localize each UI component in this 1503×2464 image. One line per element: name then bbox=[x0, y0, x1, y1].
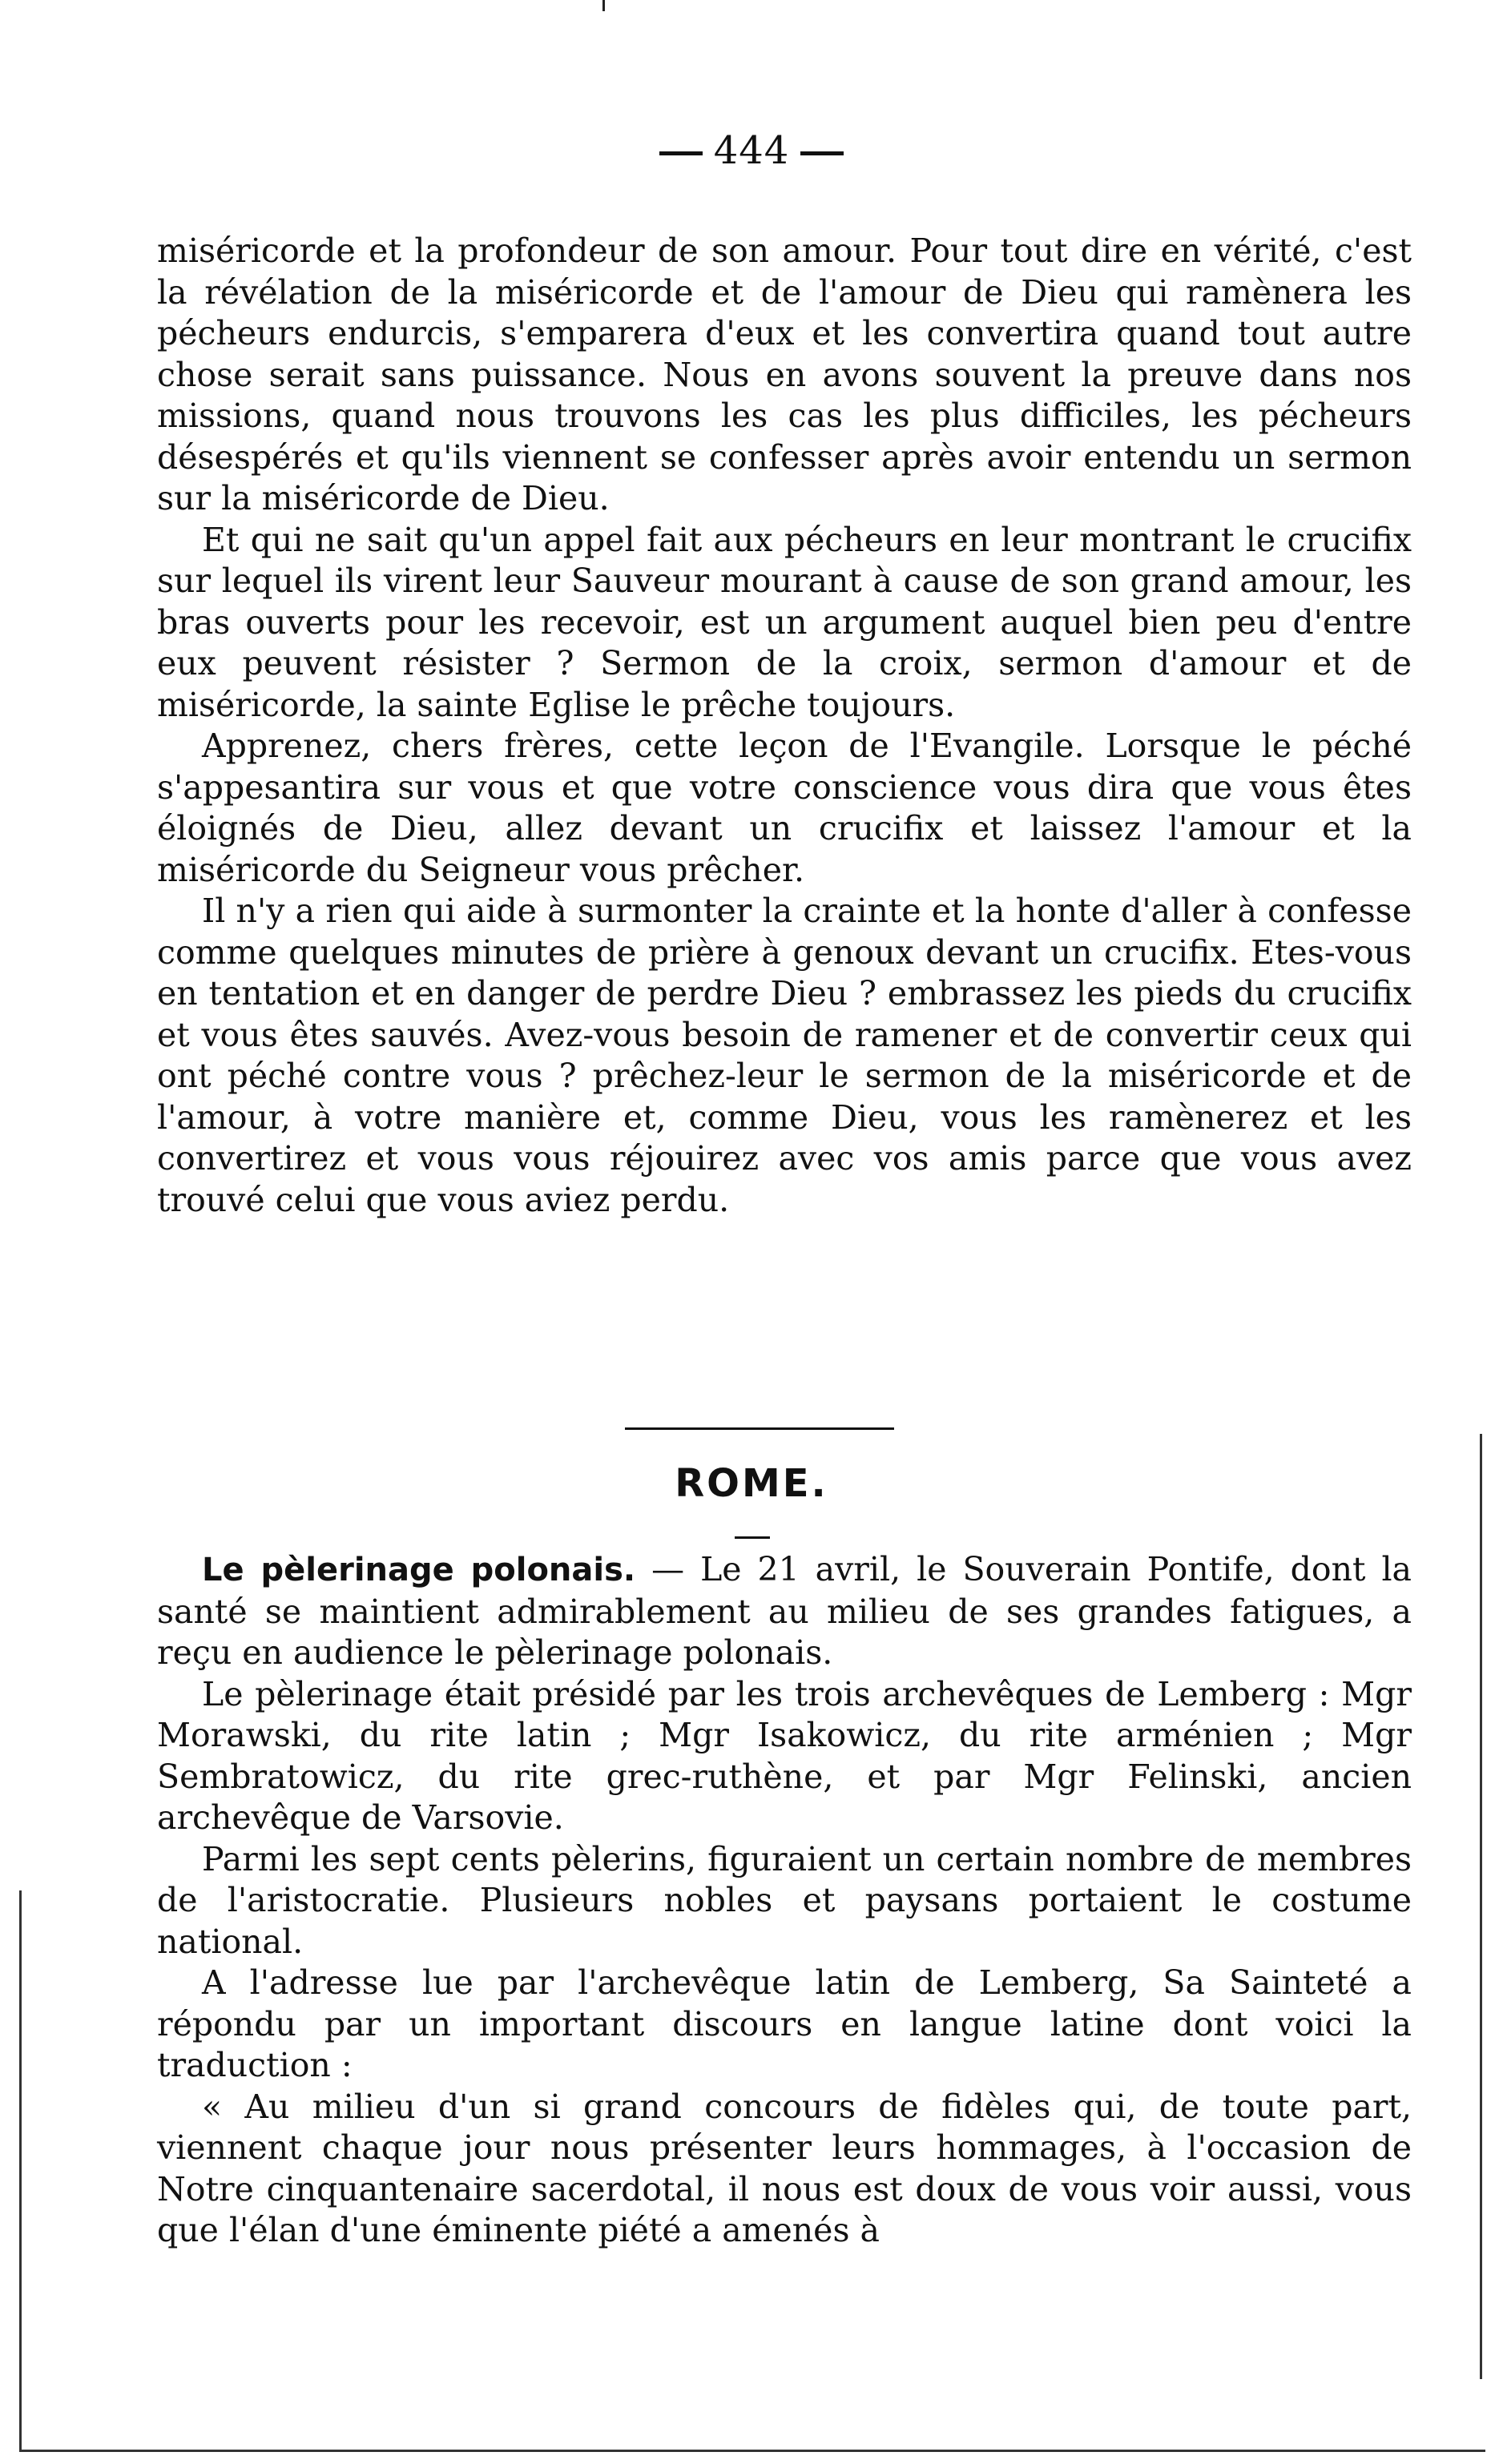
page-number: 444 bbox=[713, 128, 790, 173]
paragraph: « Au milieu d'un si grand concours de fidèles qui, de toute part, viennent chaque jour nous présenter leurs hommages, à l'occasion de Notre cinquantenaire sacerdotal, il nous est doux de vous voir aussi, vous que l'élan d'une éminente piété a amenés à bbox=[157, 2087, 1412, 2249]
page-border-bottom bbox=[19, 2450, 1485, 2452]
sermon-text bbox=[157, 231, 1412, 1221]
section-title: ROME. bbox=[675, 1461, 828, 1506]
paragraph: Il n'y a rien qui aide à surmonter la crainte et la honte d'aller à confesse comme quelques minutes de prière à genoux devant un crucifix. Etes-vous en tentation et en danger de perdre Dieu ? embrassez les pieds du crucifix et vous êtes sauvés. Avez-vous besoin de ramener et de convertir ceux qui ont péché contre vous ? prêchez-leur le sermon de la miséricorde et de l'amour, à votre manière et, comme Dieu, vous les ramènerez et les convertirez et vous vous réjouirez avec vos amis parce que vous avez trouvé celui que vous aviez perdu. bbox=[157, 892, 1412, 1219]
paragraph: miséricorde et la profondeur de son amour. Pour tout dire en vérité, c'est la révélation de la miséricorde et de l'amour de Dieu qui ramènera les pécheurs endurcis, s'emparera d'eux et les convertira quand tout autre chose serait sans puissance. Nous en avons souvent la preuve dans nos missions, quand nous trouvons les cas les plus difficiles, les pécheurs désespérés et qu'ils viennent se confesser après avoir entendu un sermon sur la miséricorde de Dieu. bbox=[157, 232, 1412, 517]
scan-mark bbox=[602, 0, 605, 11]
paragraph: A l'adresse lue par l'archevêque latin de Lemberg, Sa Sainteté a répondu par un important discours en langue latine dont voici la traduction : bbox=[157, 1963, 1412, 2084]
news-text bbox=[157, 1549, 1412, 2252]
paragraph: Parmi les sept cents pèlerins, figuraient un certain nombre de membres de l'aristocratie. Plusieurs nobles et paysans portaient le costume national. bbox=[157, 1839, 1412, 1961]
article-heading: Le pèlerinage polonais. bbox=[202, 1552, 636, 1588]
paragraph: Le pèlerinage était présidé par les trois archevêques de Lemberg : Mgr Morawski, du rite latin ; Mgr Isakowicz, du rite arménien ; Mgr Sembratowicz, du rite grec-ruthène, et par Mgr Felinski, ancien archevêque de Varsovie. bbox=[157, 1674, 1412, 1837]
page-border-right bbox=[1480, 1434, 1482, 2379]
page-number-dash-left bbox=[659, 151, 703, 155]
title-underline bbox=[735, 1536, 770, 1539]
paragraph: Et qui ne sait qu'un appel fait aux pécheurs en leur montrant le crucifix sur lequel ils virent leur Sauveur mourant à cause de son grand amour, les bras ouverts pour les recevoir, est un argument auquel bien peu d'entre eux peuvent résister ? Sermon de la croix, sermon d'amour et de miséricorde, la sainte Eglise le prêche toujours. bbox=[157, 520, 1412, 724]
page-border-left bbox=[19, 1890, 22, 2451]
page-number-header bbox=[0, 127, 1503, 175]
paragraph-text: — Le 21 avril, le Souverain Pontife, dont la santé se maintient admirablement au milieu de ses grandes fatigues, a reçu en audience le pèlerinage polonais. bbox=[157, 1550, 1412, 1672]
page-number-dash-right bbox=[800, 151, 844, 155]
section-separator bbox=[625, 1427, 894, 1430]
paragraph: Apprenez, chers frères, cette leçon de l'Evangile. Lorsque le péché s'appesantira sur vous et que votre conscience vous dira que vous êtes éloignés de Dieu, allez devant un crucifix et laissez l'amour et la miséricorde du Seigneur vous prêcher. bbox=[157, 727, 1412, 889]
paragraph bbox=[157, 1549, 1412, 1674]
